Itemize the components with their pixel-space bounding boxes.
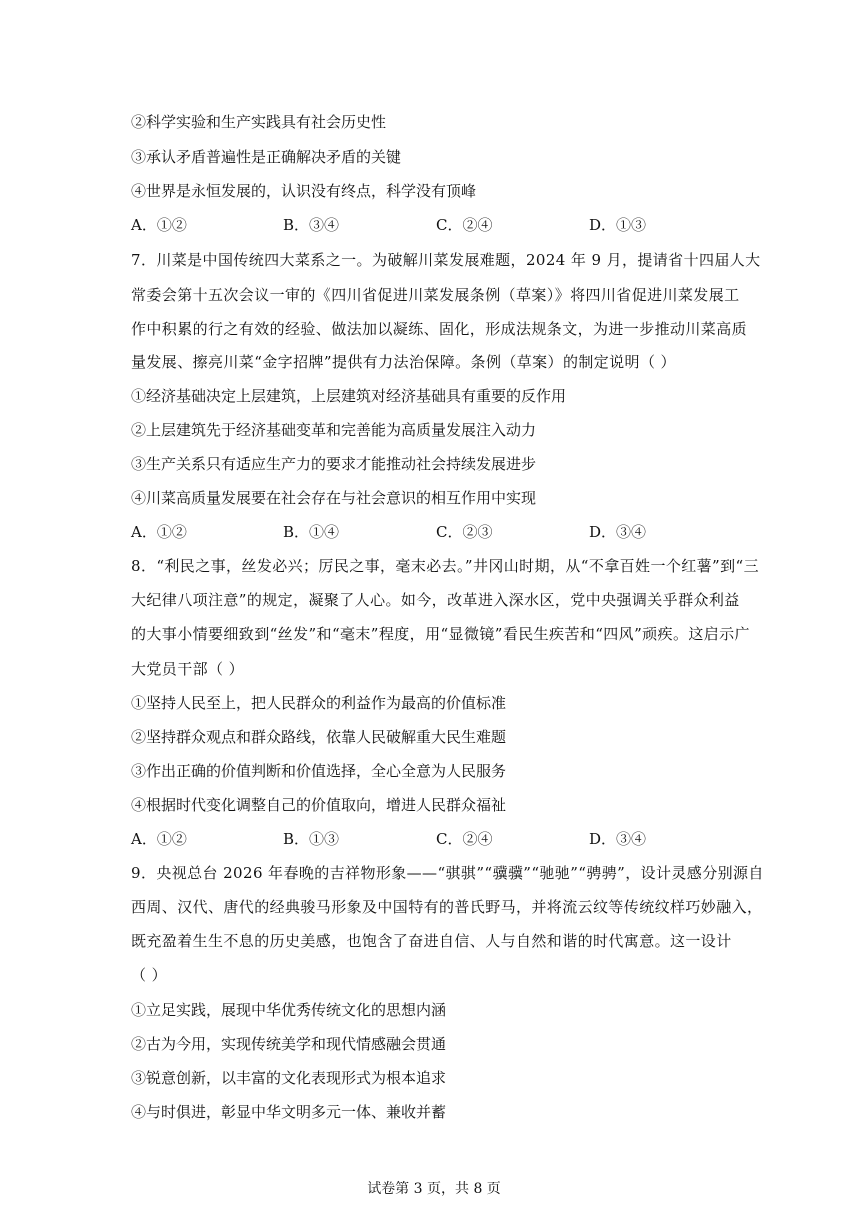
option-b: B．①③: [283, 830, 340, 848]
option-b: B．①④: [283, 523, 340, 541]
q7-statement-1: ①经济基础决定上层建筑，上层建筑对经济基础具有重要的反作用: [131, 387, 567, 405]
q9-statement-4: ④与时俱进，彰显中华文明多元一体、兼收并蓄: [131, 1103, 447, 1121]
q7-statement-3: ③生产关系只有适应生产力的要求才能推动社会持续发展进步: [131, 455, 537, 473]
option-a: A．①②: [131, 216, 187, 234]
q9-statement-2: ②古为今用，实现传统美学和现代情感融会贯通: [131, 1035, 447, 1053]
q7-stem-line-3: 作中积累的行之有效的经验、做法加以凝练、固化，形成法规条文，为进一步推动川菜高质: [131, 320, 748, 338]
option-d: D．①③: [589, 216, 647, 234]
statement-prev-4: ④世界是永恒发展的，认识没有终点，科学没有顶峰: [131, 182, 477, 200]
q8-statement-3: ③作出正确的价值判断和价值选择，全心全意为人民服务: [131, 762, 507, 780]
q9-stem-line-3: 既充盈着生生不息的历史美感，也饱含了奋进自信、人与自然和谐的时代寓意。这一设计: [131, 932, 732, 950]
option-c: C．②③: [436, 523, 493, 541]
option-a: A．①②: [131, 523, 187, 541]
statement-prev-3: ③承认矛盾普遍性是正确解决矛盾的关键: [131, 148, 402, 166]
q9-stem-line-4: （ ）: [131, 966, 167, 984]
q9-stem-line-1: 9．央视总台 2026 年春晚的吉祥物形象——“骐骐”“骥骥”“驰驰”“骋骋”，设计灵感分别源自: [131, 864, 764, 882]
page-footer: 试卷第 3 页，共 8 页: [367, 1181, 501, 1197]
option-c: C．②④: [436, 216, 493, 234]
q7-statement-2: ②上层建筑先于经济基础变革和完善能为高质量发展注入动力: [131, 421, 537, 439]
option-b: B．③④: [283, 216, 340, 234]
q8-statement-2: ②坚持群众观点和群众路线，依靠人民破解重大民生难题: [131, 728, 507, 746]
option-c: C．②④: [436, 830, 493, 848]
statement-prev-2: ②科学实验和生产实践具有社会历史性: [131, 113, 387, 131]
q7-statement-4: ④川菜高质量发展要在社会存在与社会意识的相互作用中实现: [131, 489, 537, 507]
q8-statement-1: ①坚持人民至上，把人民群众的利益作为最高的价值标准: [131, 694, 507, 712]
q9-stem-line-2: 西周、汉代、唐代的经典骏马形象及中国特有的普氏野马，并将流云纹等传统纹样巧妙融入，: [131, 898, 763, 916]
option-a: A．①②: [131, 830, 187, 848]
option-d: D．③④: [589, 523, 647, 541]
q8-statement-4: ④根据时代变化调整自己的价值取向，增进人民群众福祉: [131, 796, 507, 814]
q8-stem-line-1: 8．“利民之事，丝发必兴；厉民之事，毫末必去。”井冈山时期，从“不拿百姓一个红薯”到“三: [131, 557, 759, 575]
option-d: D．③④: [589, 830, 647, 848]
q7-stem-line-2: 常委会第十五次会议一审的《四川省促进川菜发展条例（草案）》将四川省促进川菜发展工: [131, 286, 740, 304]
q8-stem-line-4: 大党员干部（ ）: [131, 660, 244, 678]
q8-stem-line-2: 大纪律八项注意”的规定，凝聚了人心。如今，改革进入深水区，党中央强调关乎群众利益: [131, 591, 740, 609]
q8-stem-line-3: 的大事小情要细致到“丝发”和“毫末”程度，用“显微镜”看民生疾苦和“四风”顽疾。这启示广: [131, 625, 750, 643]
q9-statement-1: ①立足实践，展现中华优秀传统文化的思想内涵: [131, 1001, 447, 1019]
q9-statement-3: ③锐意创新，以丰富的文化表现形式为根本追求: [131, 1069, 447, 1087]
q7-stem-line-1: 7．川菜是中国传统四大菜系之一。为破解川菜发展难题，2024 年 9 月，提请省十四届人大: [131, 251, 761, 269]
q7-stem-line-4: 量发展、擦亮川菜“金字招牌”提供有力法治保障。条例（草案）的制定说明（ ）: [131, 353, 676, 371]
